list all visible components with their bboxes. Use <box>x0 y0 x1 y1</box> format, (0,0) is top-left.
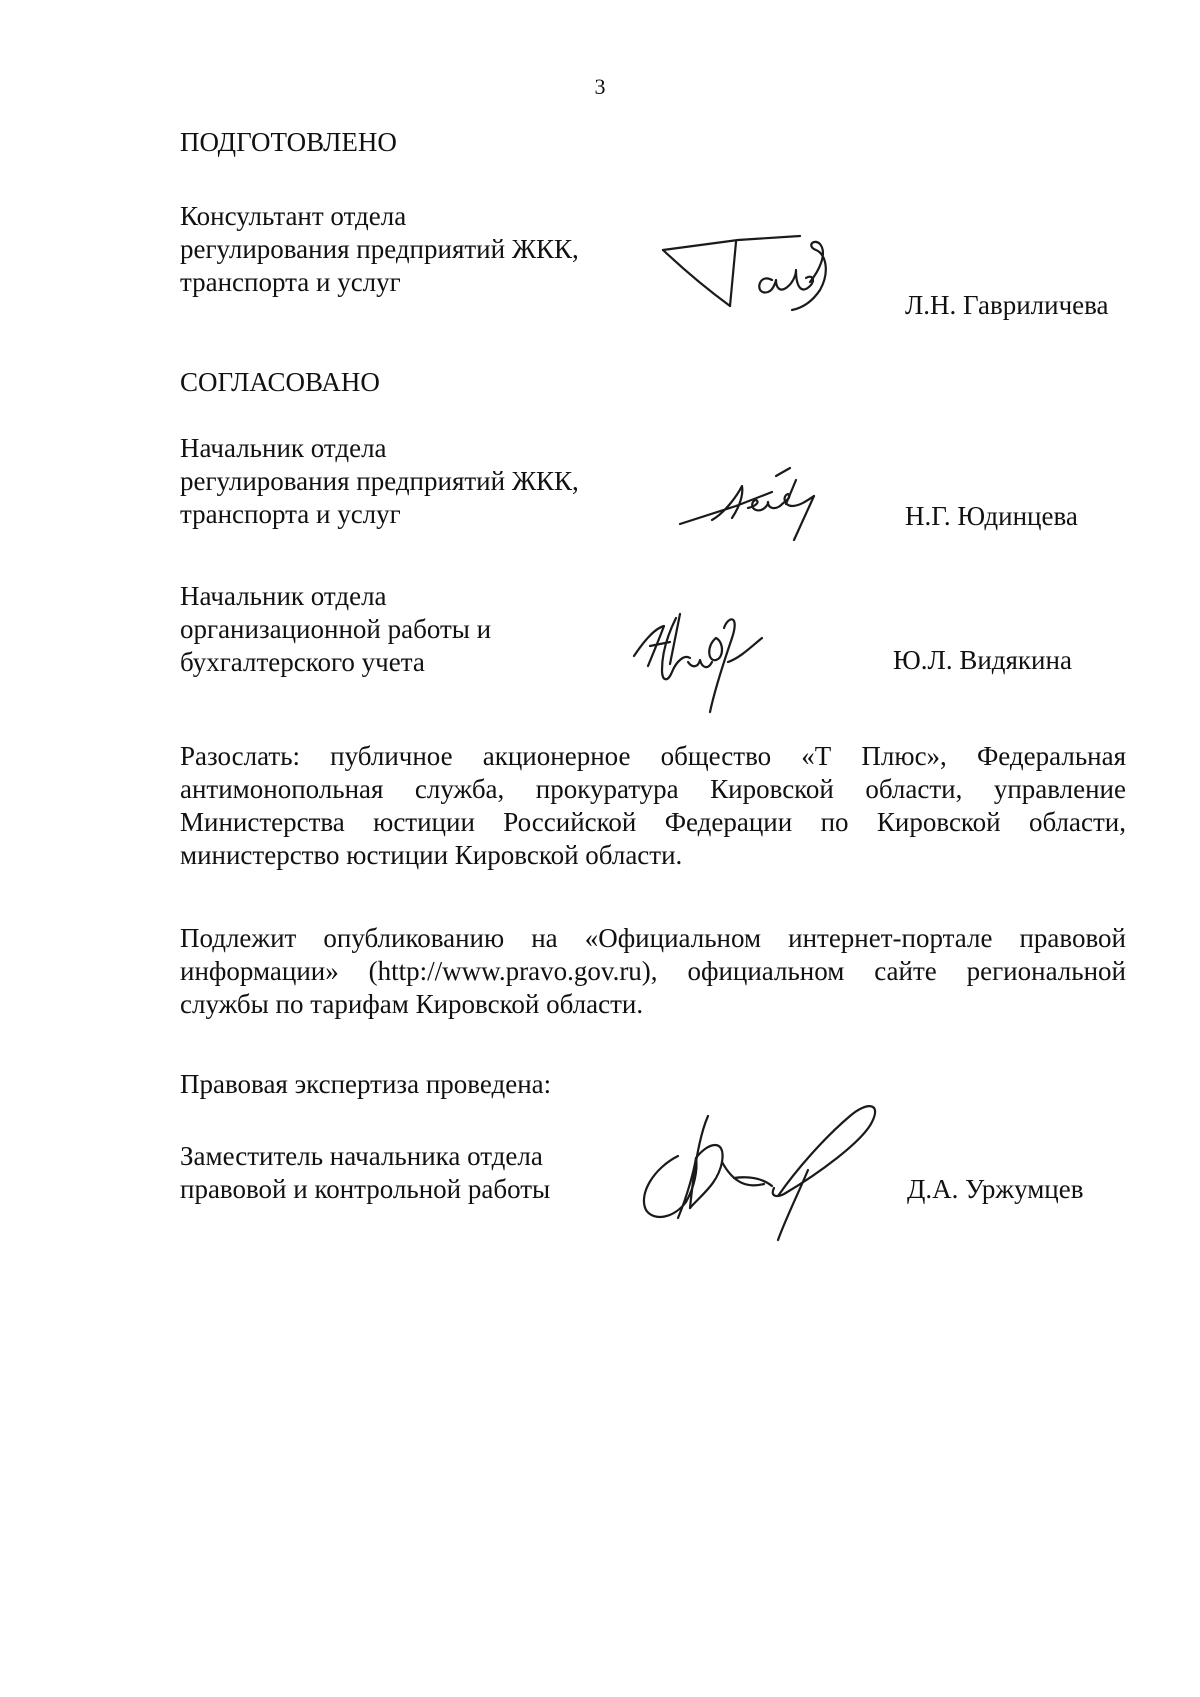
position-line: Заместитель начальника отдела <box>180 1141 543 1171</box>
agreed-signatory-2-name: Ю.Л. Видякина <box>893 645 1072 675</box>
legal-review-signatory-position <box>180 1140 550 1206</box>
position-line: Начальник отдела <box>180 433 387 463</box>
position-line: регулирования предприятий ЖКК, <box>180 466 579 496</box>
position-line: правовой и контрольной работы <box>180 1174 551 1204</box>
position-line: Консультант отдела <box>180 201 407 231</box>
signature-urzhumtsev <box>638 1098 908 1243</box>
agreed-signatory-1-name: Н.Г. Юдинцева <box>905 501 1078 531</box>
position-line: транспорта и услуг <box>180 267 401 297</box>
prepared-signatory-position <box>180 200 579 299</box>
legal-review-signatory-name: Д.А. Уржумцев <box>907 1174 1084 1204</box>
prepared-signatory-name: Л.Н. Гавриличева <box>905 290 1109 320</box>
publication-note: Подлежит опубликованию на «Официальном интернет-портале правовой информации» (http://www.pravo.gov.ru), официальном сайте региональной службы по тарифам Кировской области. <box>180 923 1126 1019</box>
position-line: Начальник отдела <box>180 581 387 611</box>
signature-gavrilicheva <box>660 232 860 322</box>
agreed-heading: СОГЛАСОВАНО <box>180 367 380 397</box>
distribution-list: Разослать: публичное акционерное общество «Т Плюс», Федеральная антимонопольная служба, прокуратура Кировской области, управление Министерства юстиции Российской Федерации по Кировской области, министерство юстиции Кировской области. <box>180 741 1126 870</box>
signature-yudintseva <box>676 464 856 544</box>
legal-review-heading: Правовая экспертиза проведена: <box>180 1069 552 1099</box>
position-line: транспорта и услуг <box>180 499 401 529</box>
position-line: бухгалтерского учета <box>180 647 425 677</box>
agreed-signatory-1-position <box>180 432 579 531</box>
position-line: организационной работы и <box>180 614 492 644</box>
signature-vidyakina <box>632 608 772 718</box>
prepared-heading: ПОДГОТОВЛЕНО <box>180 127 397 157</box>
page-number: 3 <box>594 74 606 99</box>
position-line: регулирования предприятий ЖКК, <box>180 234 579 264</box>
agreed-signatory-2-position <box>180 580 491 679</box>
